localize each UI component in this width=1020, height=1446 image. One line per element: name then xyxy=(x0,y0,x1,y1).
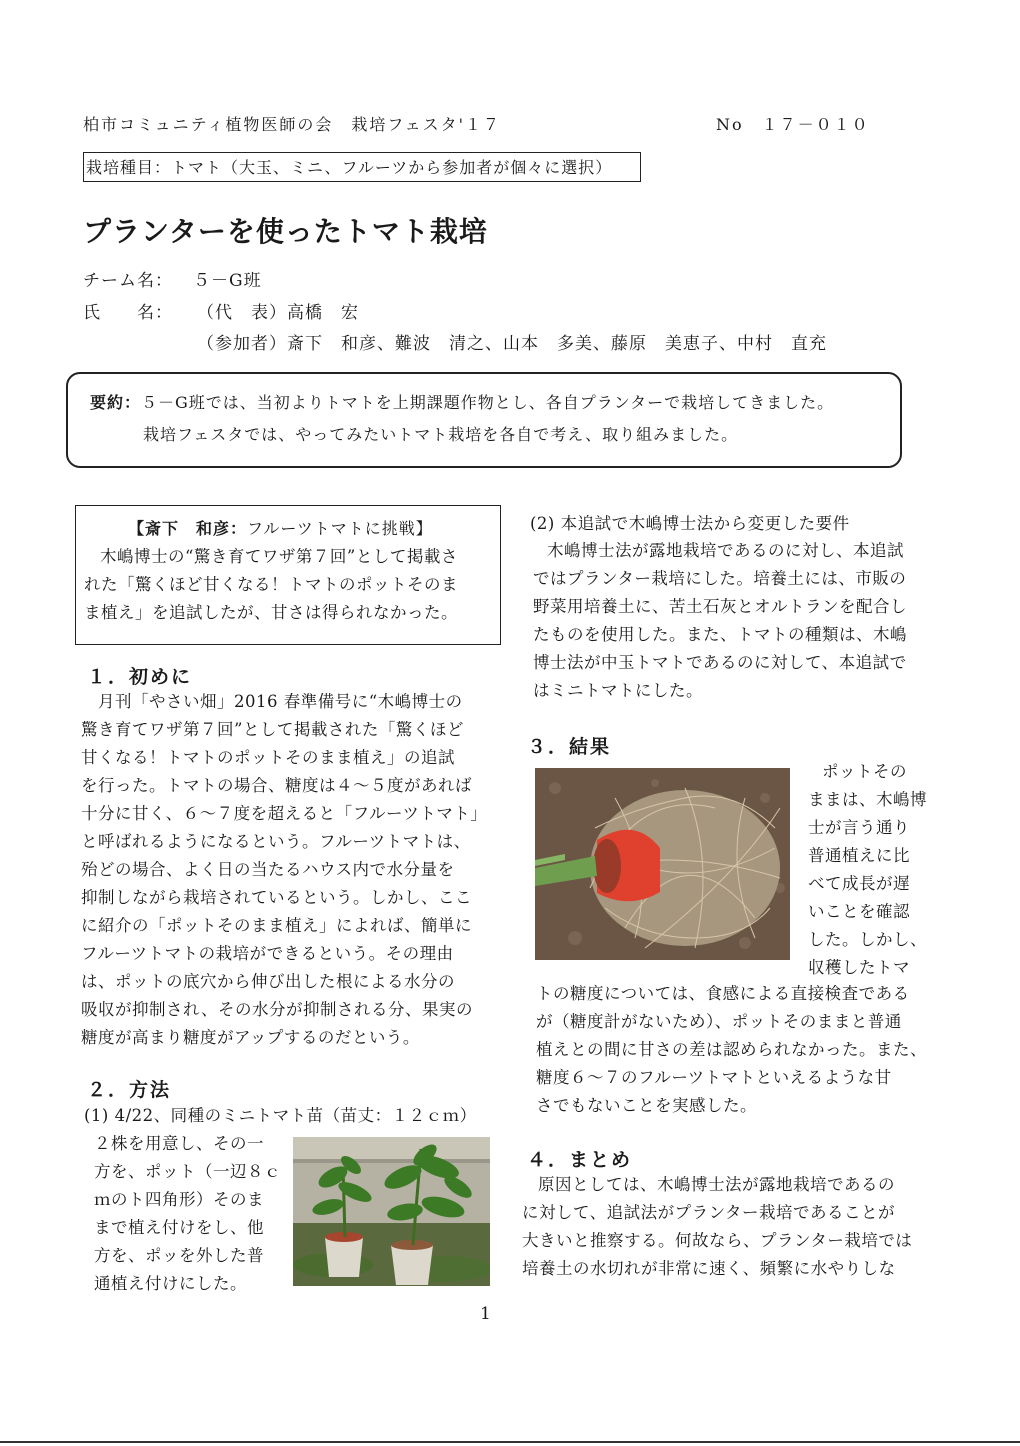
leader-name: （代 表）高橋 宏 xyxy=(197,303,359,323)
method-item-1-body xyxy=(94,1130,289,1298)
summary-label: 要約： xyxy=(90,393,142,412)
paragraph-line: に紹介の「ポットそのまま植え」によれば、簡単に xyxy=(81,916,472,935)
paragraph-line: 植えとの間に甘さの差は認められなかった。また、 xyxy=(536,1040,927,1059)
section-1-body xyxy=(81,688,501,1052)
page-number: 1 xyxy=(480,1304,491,1324)
results-full-text xyxy=(536,980,946,1120)
paragraph-line: さでもないことを実感した。 xyxy=(536,1096,757,1115)
org-title: 柏市コミュニティ植物医師の会 栽培フェスタ'１７ xyxy=(83,115,501,134)
paragraph-line: が（糖度計がないため）、ポットそのままと普通 xyxy=(536,1012,902,1031)
section-3-heading: ３．結果 xyxy=(527,736,612,758)
paragraph-line: 原因としては、木嶋博士法が露地栽培であるの xyxy=(538,1175,895,1194)
paragraph-line: 甘くなる！トマトのポットそのまま植え」の追試 xyxy=(81,748,455,767)
paragraph-line: 培養土の水切れが非常に速く、頻繁に水やりしな xyxy=(522,1259,896,1278)
paragraph-line: トの糖度については、食感による直接検査である xyxy=(536,984,910,1003)
bottom-rule xyxy=(0,1441,1020,1443)
paragraph-line: 通植え付けにした。 xyxy=(94,1274,247,1293)
section-4-heading: ４．まとめ xyxy=(527,1149,633,1171)
summary-line-2: 栽培フェスタでは、やってみたいトマト栽培を各自で考え、取り組みました。 xyxy=(143,425,739,444)
roots-photo xyxy=(535,768,790,960)
paragraph-line: 木嶋博士法が露地栽培であるのに対し、本追試 xyxy=(547,541,904,560)
saishita-line: 木嶋博士の“驚き育てワザ第７回”として掲載さ xyxy=(100,547,458,566)
paragraph-line: フルーツトマトの栽培ができるという。その理由 xyxy=(81,944,454,963)
section-2-heading: ２．方法 xyxy=(87,1079,172,1101)
paragraph-line: 糖度が高まり糖度がアップするのだという。 xyxy=(81,1028,420,1047)
paragraph-line: 方を、ポッを外した普 xyxy=(94,1246,264,1265)
seedlings-photo xyxy=(293,1137,490,1286)
paragraph-line: 抑制しながら栽培されているという。しかし、ここ xyxy=(81,888,472,907)
paragraph-line: たものを使用した。また、トマトの種類は、木嶋 xyxy=(533,625,907,644)
paragraph-line: した。しかし、 xyxy=(808,930,927,949)
paragraph-line: ではプランター栽培にした。培養土には、市販の xyxy=(533,569,907,588)
method-item-2-heading: (2) 本追試で木嶋博士法から変更した要件 xyxy=(530,514,850,533)
paragraph-line: 糖度６～７のフルーツトマトといえるような甘 xyxy=(536,1068,892,1087)
paragraph-line: を行った。トマトの場合、糖度は４～５度があれば xyxy=(81,776,472,795)
member-names: （参加者）斎下 和彦、難波 清之、山本 多美、藤原 美恵子、中村 直充 xyxy=(197,334,827,354)
paragraph-line: ポットその xyxy=(822,762,907,781)
paragraph-line: はミニトマトにした。 xyxy=(533,681,703,700)
team-value: ５－G班 xyxy=(193,271,262,291)
paragraph-line: まで植え付けをし、他 xyxy=(94,1218,264,1237)
method-item-2-body xyxy=(533,537,943,705)
summary-line-1 xyxy=(90,390,834,413)
results-wrap-text xyxy=(808,758,938,982)
paragraph-line: 博士法が中玉トマトであるのに対して、本追試で xyxy=(533,653,907,672)
paragraph-line: 士が言う通り xyxy=(808,818,910,837)
saishita-name: 【斎下 和彦： xyxy=(128,519,248,538)
paragraph-line: ままは、木嶋博 xyxy=(808,790,927,809)
paragraph-line: 方を、ポット（一辺８ｃ xyxy=(94,1162,281,1181)
paragraph-line: 吸収が抑制され、その水分が抑制される分、果実の xyxy=(81,1000,473,1019)
saishita-body xyxy=(84,543,496,627)
page-title: プランターを使ったトマト栽培 xyxy=(83,215,488,248)
saishita-line: ま植え」を追試したが、甘さは得られなかった。 xyxy=(84,603,458,622)
section-4-body xyxy=(522,1171,932,1283)
summary-text-1: ５－G班では、当初よりトマトを上期課題作物とし、各自プランターで栽培してきました。 xyxy=(141,393,835,412)
paragraph-line: は、ポットの底穴から伸び出した根による水分の xyxy=(81,972,455,991)
summary-box xyxy=(66,372,902,468)
paragraph-line: 普通植えに比 xyxy=(808,846,910,865)
saishita-line: れた「驚くほど甘くなる！トマトのポットそのま xyxy=(84,575,458,594)
names-label: 氏 名： xyxy=(83,303,173,323)
paragraph-line: いことを確認 xyxy=(808,902,910,921)
paragraph-line: に対して、追試法がプランター栽培であることが xyxy=(522,1203,896,1222)
paragraph-line: 十分に甘く、６～７度を超えると「フルーツトマト」 xyxy=(81,804,488,823)
paragraph-line: ｍのト四角形）そのま xyxy=(94,1190,264,1209)
paragraph-line: ２株を用意し、その一 xyxy=(94,1134,264,1153)
paragraph-line: 収穫したトマ xyxy=(808,958,910,977)
crop-type-box: 栽培種目：トマト（大玉、ミニ、フルーツから参加者が個々に選択） xyxy=(83,152,641,182)
saishita-topic: フルーツトマトに挑戦】 xyxy=(247,519,433,538)
paragraph-line: と呼ばれるようになるという。フルーツトマトは、 xyxy=(81,832,471,851)
paragraph-line: 月刊「やさい畑」2016 春準備号に“木嶋博士の xyxy=(98,692,463,711)
paragraph-line: 驚き育てワザ第７回”として掲載された「驚くほど xyxy=(81,720,464,739)
method-item-1-first: (1) 4/22、同種のミニトマト苗（苗丈：１２ｃｍ） xyxy=(84,1106,477,1125)
paragraph-line: 殆どの場合、よく日の当たるハウス内で水分量を xyxy=(81,860,455,879)
paragraph-line: べて成長が遅 xyxy=(808,874,910,893)
saishita-heading xyxy=(128,516,433,539)
doc-number: No １７－０１０ xyxy=(716,115,870,134)
paragraph-line: 大きいと推察する。何故なら、プランター栽培では xyxy=(522,1231,913,1250)
section-1-heading: １．初めに xyxy=(87,666,193,688)
paragraph-line: 野菜用培養土に、苦土石灰とオルトランを配合し xyxy=(533,597,907,616)
team-label: チーム名： xyxy=(83,271,173,291)
